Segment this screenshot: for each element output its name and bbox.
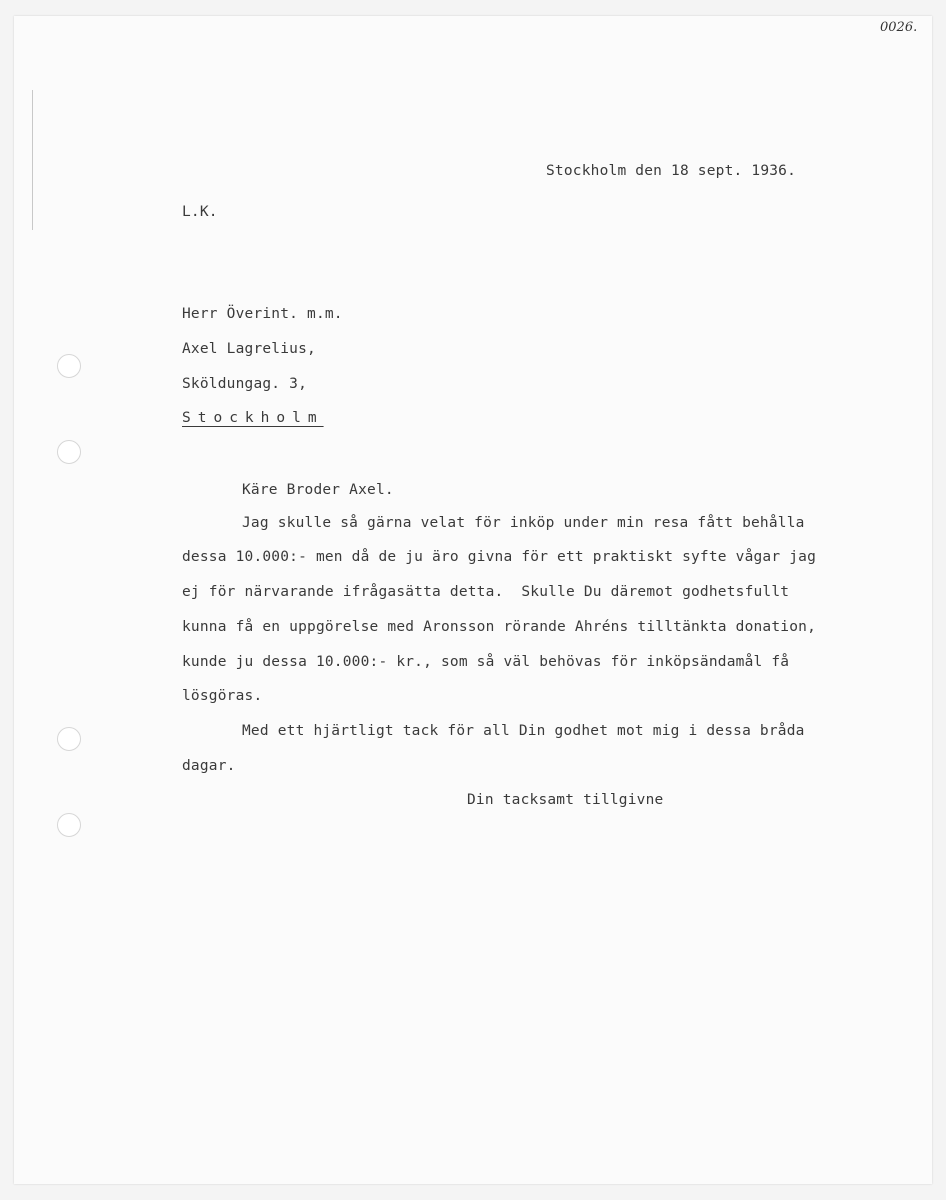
body-line: lösgöras. [182, 688, 263, 704]
punch-hole [57, 813, 81, 837]
margin-mark [32, 90, 33, 230]
letter-page [14, 16, 932, 1184]
archive-page-number: 0026. [880, 20, 918, 35]
body-line: kunna få en uppgörelse med Aronsson rörande Ahréns tilltänkta donation, [182, 619, 817, 635]
punch-hole [57, 354, 81, 378]
body-line: Med ett hjärtligt tack för all Din godhet mot mig i dessa bråda [242, 723, 805, 739]
body-line: dagar. [182, 758, 236, 774]
salutation: Käre Broder Axel. [242, 482, 394, 498]
body-line: kunde ju dessa 10.000:- kr., som så väl behövas för inköpsändamål få [182, 654, 790, 670]
body-line: dessa 10.000:- men då de ju äro givna för ett praktiskt syfte vågar jag [182, 549, 817, 565]
recipient-city: Stockholm [182, 410, 324, 426]
closing: Din tacksamt tillgivne [467, 792, 664, 808]
place-date: Stockholm den 18 sept. 1936. [546, 163, 797, 179]
recipient-title: Herr Överint. m.m. [182, 306, 343, 322]
recipient-name: Axel Lagrelius, [182, 341, 316, 357]
body-line: ej för närvarande ifrågasätta detta. Skulle Du däremot godhetsfullt [182, 584, 790, 600]
recipient-street: Sköldungag. 3, [182, 376, 308, 392]
punch-hole [57, 727, 81, 751]
body-line: Jag skulle så gärna velat för inköp under min resa fått behålla [242, 515, 805, 531]
initials: L.K. [182, 204, 218, 220]
punch-hole [57, 440, 81, 464]
